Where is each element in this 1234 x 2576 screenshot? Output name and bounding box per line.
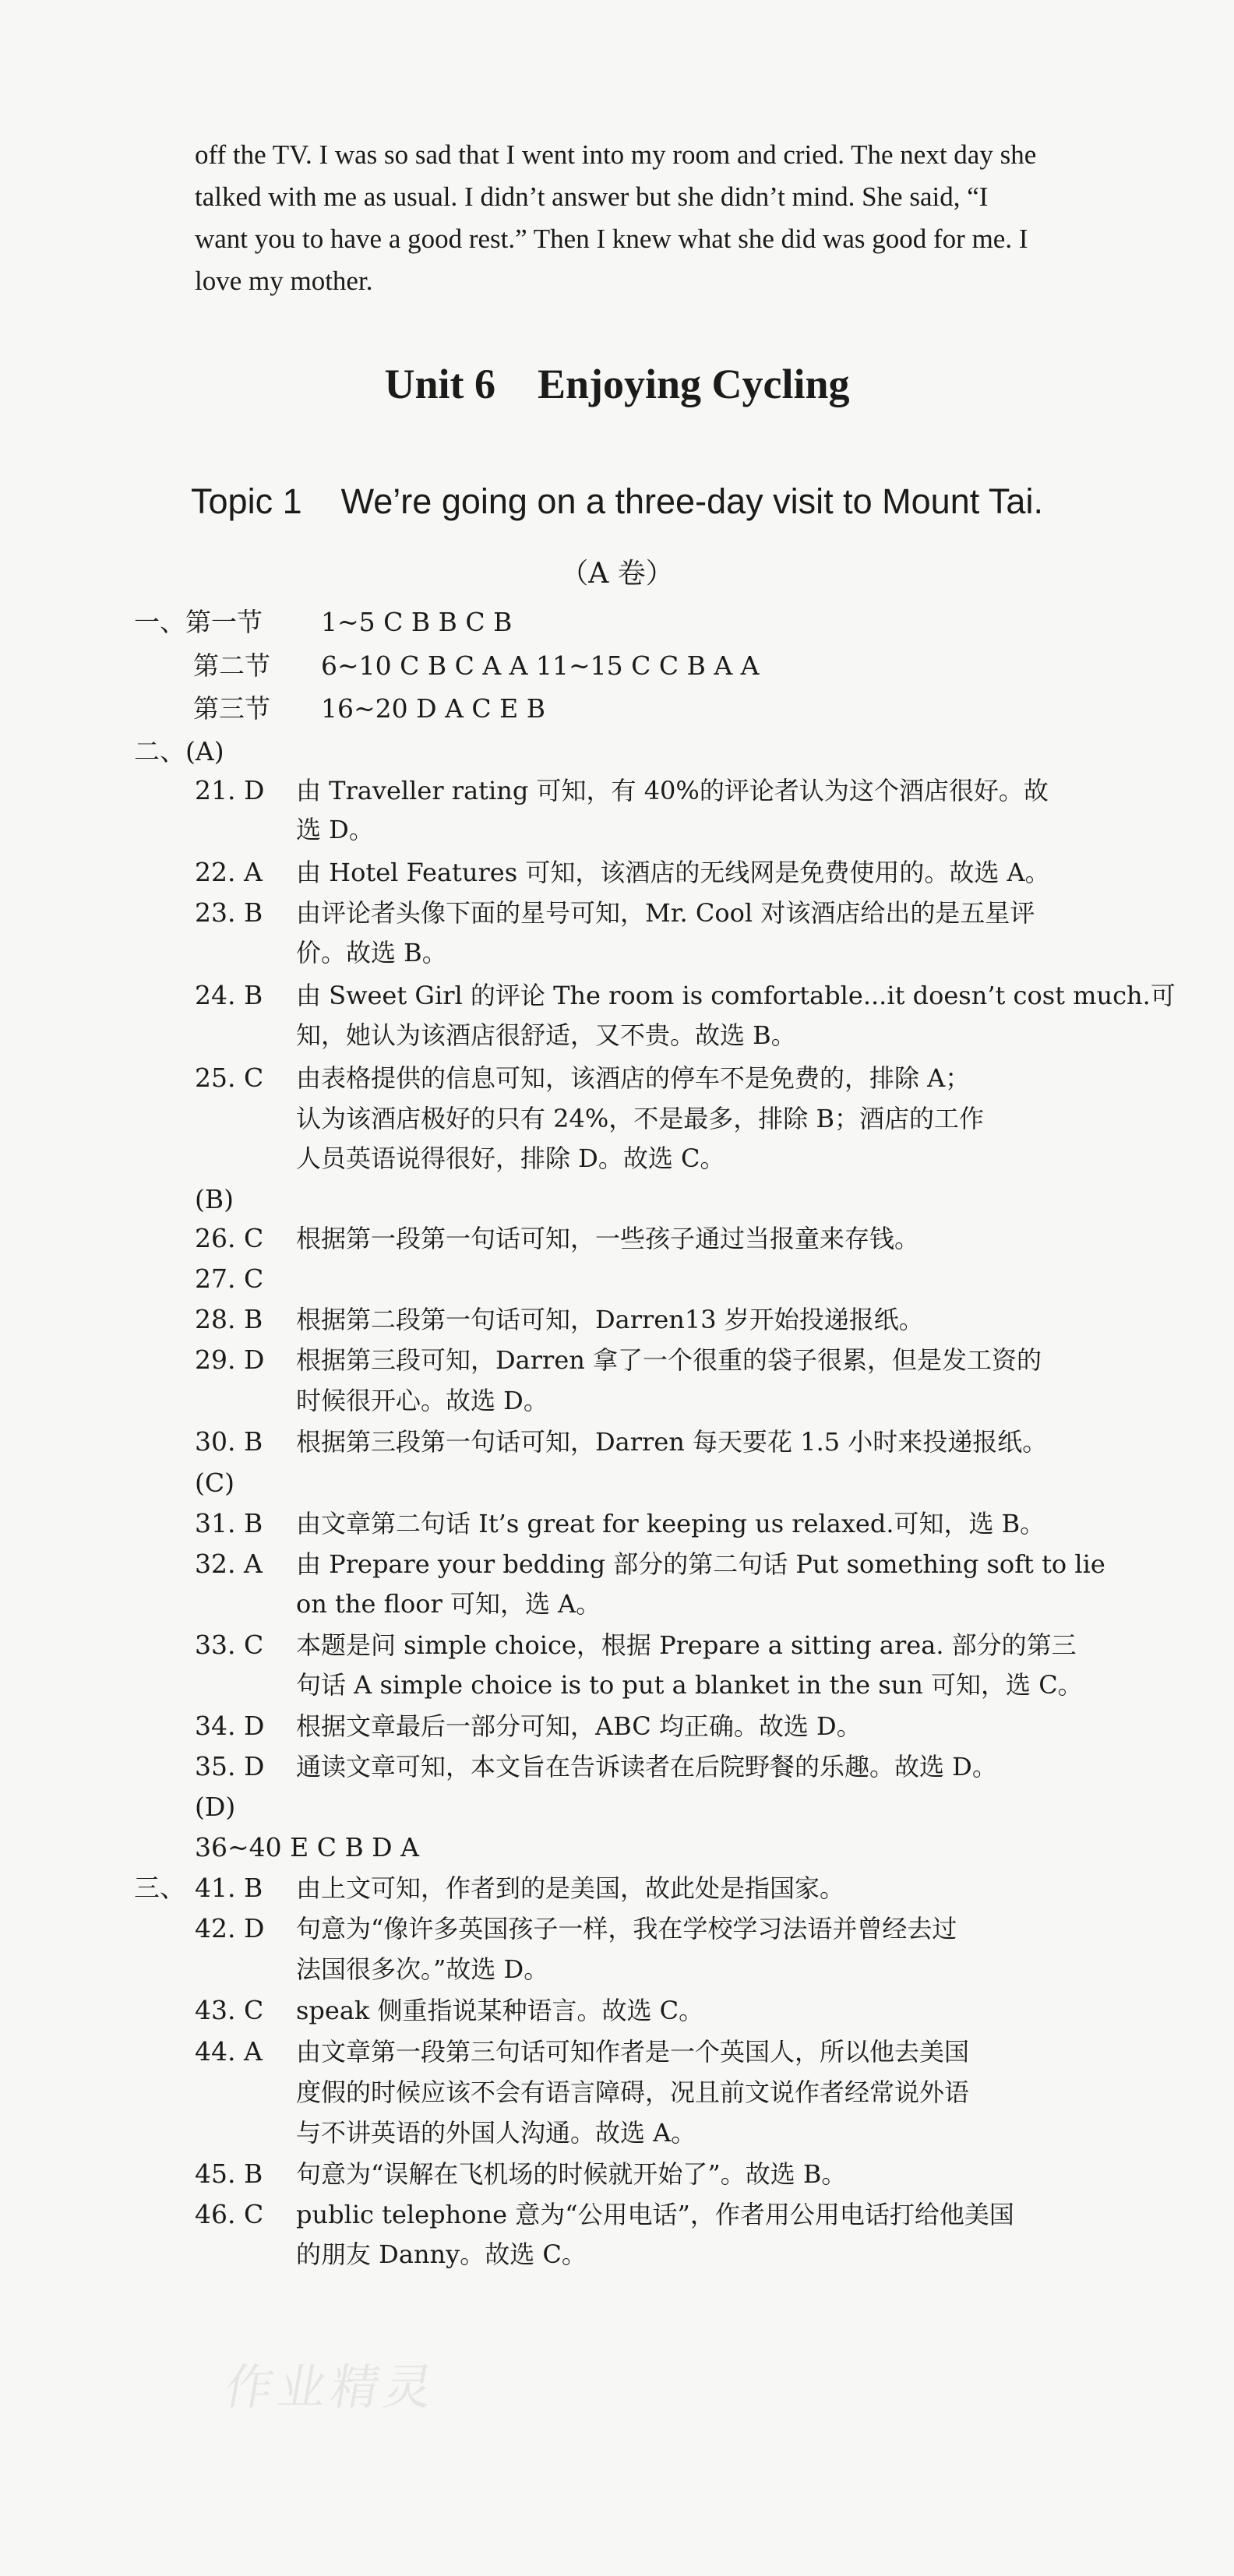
answer-number: 43. C <box>195 1995 264 2025</box>
answer-number: 46. C <box>195 2199 264 2229</box>
explanation-line: 根据第二段第一句话可知，Darren13 岁开始投递报纸。 <box>296 1305 924 1334</box>
explanation-line: 人员英语说得很好，排除 D。故选 C。 <box>296 1144 725 1173</box>
answer-number: 23. B <box>195 897 263 928</box>
unit-title: Unit 6 Enjoying Cycling <box>384 361 850 407</box>
part-c-label: (C) <box>195 1468 234 1498</box>
section1-answers-2: 6~10 C B C A A 11~15 C C B A A <box>321 650 760 681</box>
explanation-line: 的朋友 Danny。故选 C。 <box>296 2239 587 2269</box>
answer-number: 22. A <box>195 857 263 887</box>
explanation-line: 由表格提供的信息可知，该酒店的停车不是免费的，排除 A； <box>296 1063 971 1093</box>
explanation-line: 知，她认为该酒店很舒适，又不贵。故选 B。 <box>296 1020 796 1050</box>
intro-line: talked with me as usual. I didn’t answer but she didn’t mind. She said, “I <box>195 181 989 212</box>
explanation-line: 由文章第二句话 It’s great for keeping us relaxed.可知，选 B。 <box>296 1509 1045 1538</box>
explanation-line: 本题是问 simple choice，根据 Prepare a sitting area. 部分的第三 <box>296 1630 1077 1660</box>
explanation-line: 根据文章最后一部分可知，ABC 均正确。故选 D。 <box>296 1711 862 1741</box>
explanation-line: 由 Prepare your bedding 部分的第二句话 Put something soft to lie <box>296 1549 1105 1579</box>
answer-number: 25. C <box>195 1062 264 1093</box>
part-b-label: (B) <box>195 1184 234 1214</box>
intro-paragraph <box>195 134 1161 302</box>
explanation-line: 度假的时候应该不会有语言障碍，况且前文说作者经常说外语 <box>296 2077 970 2107</box>
topic-title: Topic 1 We’re going on a three-day visit to Mount Tai. <box>191 481 1043 521</box>
intro-line: off the TV. I was so sad that I went into my room and cried. The next day she <box>195 139 1037 170</box>
answer-number: 42. D <box>195 1913 265 1943</box>
explanation-line: 法国很多次。”故选 D。 <box>296 1954 549 1984</box>
explanation-line: 由文章第一段第三句话可知作者是一个英国人，所以他去美国 <box>296 2037 970 2067</box>
explanation-line: 句意为“像许多英国孩子一样，我在学校学习法语并曾经去过 <box>296 1914 957 1943</box>
explanation-line: 由评论者头像下面的星号可知，Mr. Cool 对该酒店给出的是五星评 <box>296 898 1035 928</box>
intro-line: want you to have a good rest.” Then I knew what she did was good for me. I <box>195 224 1028 254</box>
explanation-line: 时候很开心。故选 D。 <box>296 1386 548 1415</box>
section3-label: 三、 <box>134 1873 185 1903</box>
part-d-answers: 36~40 E C B D A <box>195 1832 419 1862</box>
section1-sub3-label: 第三节 <box>193 693 270 724</box>
explanation-line: speak 侧重指说某种语言。故选 C。 <box>296 1996 704 2025</box>
answer-number: 34. D <box>195 1711 265 1741</box>
answer-number: 31. B <box>195 1508 263 1538</box>
explanation-line: 句意为“误解在飞机场的时候就开始了”。故选 B。 <box>296 2159 847 2189</box>
answer-number: 29. D <box>195 1344 265 1375</box>
explanation-line: 与不讲英语的外国人沟通。故选 A。 <box>296 2118 696 2148</box>
answer-number: 21. D <box>195 775 265 805</box>
section1-answers-3: 16~20 D A C E B <box>321 693 545 724</box>
explanation-line: 由上文可知，作者到的是美国，故此处是指国家。 <box>296 1873 845 1903</box>
explanation-line: 由 Sweet Girl 的评论 The room is comfortable...it doesn’t cost much.可 <box>296 981 1176 1010</box>
explanation-line: 由 Hotel Features 可知，该酒店的无线网是免费使用的。故选 A。 <box>296 858 1050 887</box>
answer-number: 32. A <box>195 1549 263 1579</box>
explanation-line: 选 D。 <box>296 815 374 844</box>
section1-label: 一、第一节 <box>134 607 263 637</box>
answer-number: 26. C <box>195 1223 264 1253</box>
intro-line: love my mother. <box>195 266 373 296</box>
explanation-line: 由 Traveller rating 可知，有 40%的评论者认为这个酒店很好。故 <box>296 776 1049 805</box>
explanation-line: 价。故选 B。 <box>296 938 447 967</box>
answer-number: 44. A <box>195 2036 263 2067</box>
answer-number: 45. B <box>195 2158 263 2189</box>
answer-number: 27. C <box>195 1263 264 1294</box>
answer-number: 28. B <box>195 1304 263 1334</box>
watermark-stamp: 作业精灵 <box>220 2359 442 2416</box>
paper-label: （A 卷） <box>560 558 674 590</box>
explanation-line: 句话 A simple choice is to put a blanket in the sun 可知，选 C。 <box>296 1670 1083 1700</box>
explanation-line: 认为该酒店极好的只有 24%，不是最多，排除 B；酒店的工作 <box>296 1104 984 1133</box>
section2-label: 二、(A) <box>134 736 224 766</box>
explanation-line: 通读文章可知，本文旨在告诉读者在后院野餐的乐趣。故选 D。 <box>296 1752 997 1781</box>
answer-number: 30. B <box>195 1426 263 1457</box>
section1-answers-1: 1~5 C B B C B <box>321 607 513 637</box>
answer-number: 35. D <box>195 1751 265 1781</box>
explanation-line: 根据第一段第一句话可知，一些孩子通过当报童来存钱。 <box>296 1224 920 1253</box>
answer-number: 24. B <box>195 980 263 1010</box>
part-d-label: (D) <box>195 1792 236 1822</box>
answer-number: 33. C <box>195 1630 264 1660</box>
explanation-line: 根据第三段第一句话可知，Darren 每天要花 1.5 小时来投递报纸。 <box>296 1427 1048 1457</box>
explanation-line: 根据第三段可知，Darren 拿了一个很重的袋子很累，但是发工资的 <box>296 1345 1042 1375</box>
explanation-line: public telephone 意为“公用电话”，作者用公用电话打给他美国 <box>296 2200 1014 2229</box>
explanation-line: on the floor 可知，选 A。 <box>296 1589 601 1619</box>
section1-sub2-label: 第二节 <box>193 650 270 681</box>
answer-number: 41. B <box>195 1873 263 1903</box>
